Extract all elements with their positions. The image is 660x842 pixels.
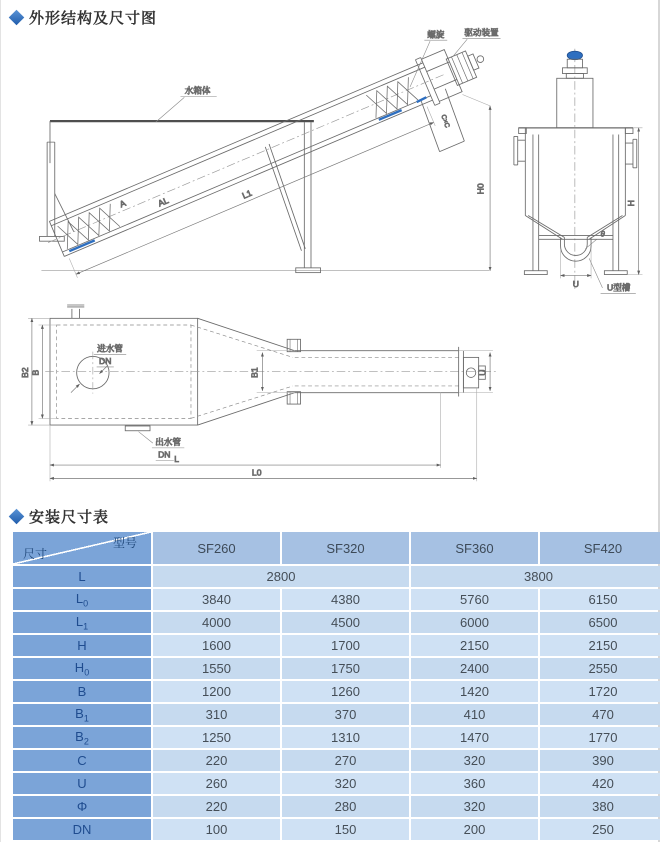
dimension-value: 3840 <box>153 589 280 610</box>
dimension-value: 320 <box>411 750 538 771</box>
blue-accent-lower <box>69 240 94 251</box>
dimension-value: 420 <box>540 773 660 794</box>
corner-model-label: 型号 <box>112 536 137 550</box>
screw-axis-centerline <box>48 74 444 242</box>
dimension-value: 6500 <box>540 612 660 633</box>
label-l: L <box>174 454 180 465</box>
top-stub <box>67 305 84 318</box>
dimension-value: 220 <box>153 796 280 817</box>
label-chute-size: C×C <box>439 113 451 129</box>
dimension-value: 1770 <box>540 727 660 748</box>
label-u-channel: U型槽 <box>607 282 631 293</box>
row-label: DN <box>13 819 151 840</box>
diamond-icon <box>9 10 25 26</box>
table-row <box>13 589 660 610</box>
column-header-sf420: SF420 <box>540 532 660 564</box>
middle-leg <box>304 122 311 268</box>
table-row <box>13 750 660 771</box>
dimension-value: 4380 <box>282 589 409 610</box>
label-section-a: A <box>117 197 128 210</box>
tank-walls <box>525 128 625 216</box>
dimension-value: 1250 <box>153 727 280 748</box>
row-label: C <box>13 750 151 771</box>
dimension-table <box>11 530 660 842</box>
dimension-value: 410 <box>411 704 538 725</box>
table-corner-cell <box>13 532 151 564</box>
label-u-plan: U <box>477 369 488 376</box>
row-label: $L_0$ <box>13 589 151 610</box>
table-row <box>13 635 660 656</box>
dimension-value: 150 <box>282 819 409 840</box>
label-drive: 驱动装置 <box>464 27 499 38</box>
dimension-value: 1420 <box>411 681 538 702</box>
dimension-value: 280 <box>282 796 409 817</box>
dimension-value: 3800 <box>411 566 660 587</box>
dimension-value: 6150 <box>540 589 660 610</box>
label-b1: B1 <box>249 367 260 378</box>
table-row <box>13 704 660 725</box>
front-view <box>514 49 643 294</box>
row-label: $L_1$ <box>13 612 151 633</box>
table-section-title <box>11 506 109 527</box>
dimension-value: 360 <box>411 773 538 794</box>
row-label: H <box>13 635 151 656</box>
dimension-value: 2150 <box>540 635 660 656</box>
label-outlet-pipe: 出水管 <box>155 437 181 448</box>
dimension-value: 260 <box>153 773 280 794</box>
technical-drawing <box>1 24 660 506</box>
column-header-sf320: SF320 <box>282 532 409 564</box>
u-trough-inner <box>564 237 587 255</box>
row-label: $B_2$ <box>13 727 151 748</box>
dimension-value: 1310 <box>282 727 409 748</box>
dim-line-l1 <box>76 122 434 274</box>
row-label: $H_0$ <box>13 658 151 679</box>
dimension-value: 320 <box>411 796 538 817</box>
dimension-value: 270 <box>282 750 409 771</box>
table-row <box>13 773 660 794</box>
dimension-value: 1470 <box>411 727 538 748</box>
table-header-row <box>13 532 660 564</box>
row-label: Φ <box>13 796 151 817</box>
label-outlet-dn: DN <box>158 449 171 460</box>
dimension-value: 1720 <box>540 681 660 702</box>
left-pipe-stub <box>514 136 525 165</box>
table-section-title-text: 安装尺寸表 <box>29 509 110 526</box>
dimension-value: 2150 <box>411 635 538 656</box>
outline-section-title-text: 外形结构及尺寸图 <box>29 10 158 27</box>
table-row <box>13 612 660 633</box>
dimension-value: 2800 <box>153 566 409 587</box>
row-label: L <box>13 566 151 587</box>
dimension-value: 1600 <box>153 635 280 656</box>
flange-top <box>287 339 300 351</box>
dimension-value: 370 <box>282 704 409 725</box>
dimension-value: 100 <box>153 819 280 840</box>
flange-bottom <box>287 392 300 404</box>
diamond-icon <box>9 509 25 525</box>
dimension-value: 250 <box>540 819 660 840</box>
dimension-value: 2400 <box>411 658 538 679</box>
label-b2: B2 <box>20 367 31 378</box>
dimension-value: 2550 <box>540 658 660 679</box>
dimension-value: 380 <box>540 796 660 817</box>
label-u-front: U <box>572 278 579 289</box>
label-b: B <box>30 369 41 376</box>
dimension-value: 470 <box>540 704 660 725</box>
table-row <box>13 796 660 817</box>
dimension-value: 1750 <box>282 658 409 679</box>
plan-view <box>20 305 498 481</box>
dimension-value: 6000 <box>411 612 538 633</box>
label-l0: L0 <box>251 467 262 478</box>
dimension-value: 1260 <box>282 681 409 702</box>
elevation-view <box>38 26 500 283</box>
dimension-value: 1700 <box>282 635 409 656</box>
dimension-value: 1550 <box>153 658 280 679</box>
corner-size-label: 尺寸 <box>23 547 48 561</box>
table-row <box>13 819 660 840</box>
table-row <box>13 658 660 679</box>
dimension-value: 4000 <box>153 612 280 633</box>
discharge-chute <box>417 89 465 152</box>
column-header-sf360: SF360 <box>411 532 538 564</box>
row-label: U <box>13 773 151 794</box>
left-leg <box>47 142 55 236</box>
front-legs <box>533 134 619 270</box>
dimension-value: 1200 <box>153 681 280 702</box>
column-header-sf260: SF260 <box>153 532 280 564</box>
dimension-value: 5760 <box>411 589 538 610</box>
table-row <box>13 566 660 587</box>
dimension-value: 4500 <box>282 612 409 633</box>
dimension-value: 310 <box>153 704 280 725</box>
label-screw: 螺旋 <box>427 29 445 40</box>
table-row <box>13 727 660 748</box>
label-l1: L1 <box>240 187 254 201</box>
table-row <box>13 681 660 702</box>
row-label: $B_1$ <box>13 704 151 725</box>
outlet-flange <box>125 426 150 431</box>
dimension-value: 220 <box>153 750 280 771</box>
dimension-value: 320 <box>282 773 409 794</box>
row-label: B <box>13 681 151 702</box>
motor-cap <box>567 51 582 60</box>
dimension-value: 200 <box>411 819 538 840</box>
right-pipe-stub <box>625 139 636 168</box>
dimension-value: 390 <box>540 750 660 771</box>
label-inlet-dn: DN <box>99 356 112 367</box>
label-h0: H0 <box>475 183 486 195</box>
label-tank-body: 水箱体 <box>184 85 211 96</box>
plan-motor <box>463 357 478 387</box>
label-h: H <box>625 199 636 207</box>
label-section-al: AL <box>156 195 171 209</box>
label-inlet-pipe: 进水管 <box>97 343 123 354</box>
label-theta: θ <box>600 229 605 239</box>
